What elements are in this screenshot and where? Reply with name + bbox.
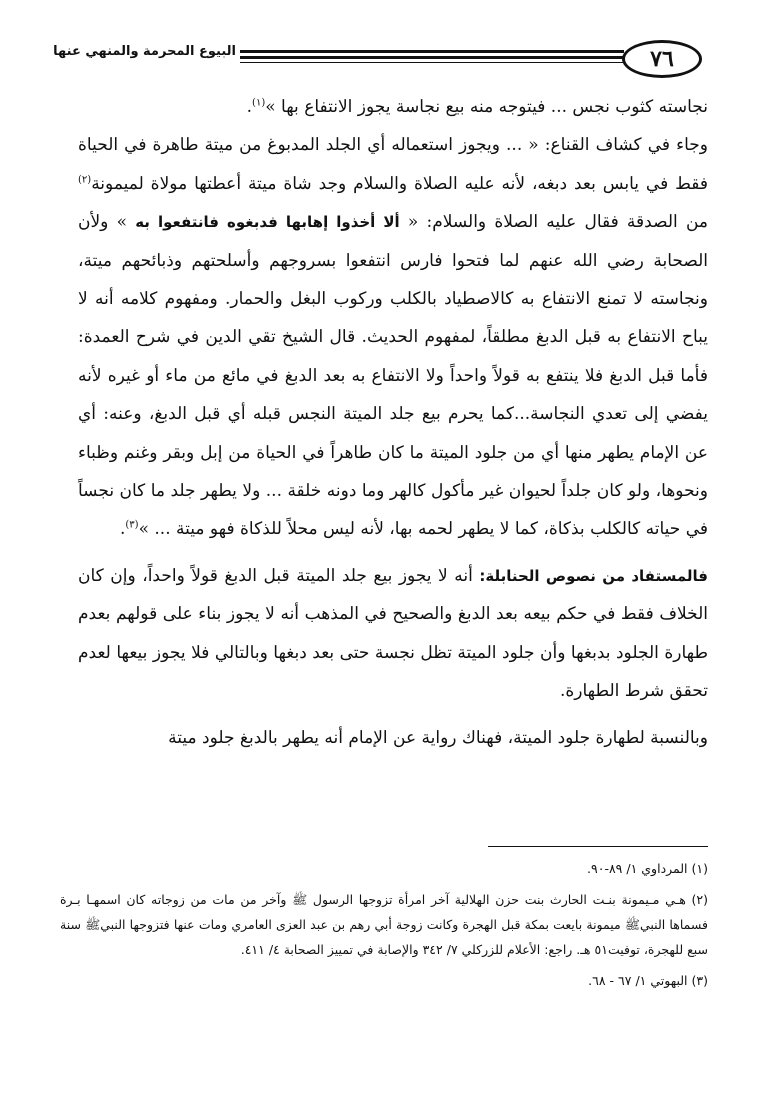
paragraph-2: وجاء في كشاف القناع: « ... ويجوز استعماله أي الجلد المدبوغ من ميتة طاهرة في الحياة فقط في يابس بعد دبغه، لأنه عليه الصلاة والسلام وجد شاة ميتة أعطتها مولاة لميمونة$^{(٢)}$ من الصدقة فقال عليه الصلاة والسلام: « ألا أخذوا إهابها فدبغوه فانتفعوا به » ولأن الصحابة رضي الله عنهم لما فتحوا فارس انتفعوا بسروجهم وأسلحتهم وذبائحهم ميتة، ونجاسته لا تمنع الانتفاع به كالاصطياد بالكلب وركوب البغل والحمار. ومفهوم كلامه أنه لا يباح الانتفاع به قبل الدبغ مطلقاً، لمفهوم الحديث. قال الشيخ تقي الدين في شرح العمدة: فأما قبل الدبغ فلا ينتفع به قولاً واحداً ولا الانتفاع به بعد الدبغ في مائع من ماء أو غيره لأنه يفضي إلى تعدي النجاسة...كما يحرم بيع جلد الميتة النجس قبله أي قبل الدبغ، وعنه: أي عن الإمام يطهر منها أي من جلود الميتة ما كان طاهراً في الحياة من إبل وبقر وغنم وظباء ونحوها، ولو كان جلداً لحيوان غير مأكول كالهر وما دونه خلقة ... ولا يطهر جلد ما كان نجساً في حياته كالكلب بذكاة، كما لا يطهر لحمه بها، لأنه ليس محلاً للذكاة فهو ميتة ... »$^{(٣)}$. xyxy=(78,135,708,540)
footnotes xyxy=(60,856,708,999)
header-rule xyxy=(240,50,624,64)
paragraph-lead: فالمستفاد من نصوص الحنابلة: xyxy=(479,566,708,585)
footnote-ref: (٢) xyxy=(78,174,92,186)
footnote-divider xyxy=(488,846,708,847)
footnote-2: (٢) هـي مـيمونة بنـت الحارث بنت حزن الهلالية آخر امرأة تزوجها الرسول ﷺ وآخر من مات من زوجاته كان اسمهـا بـرة فسماها النبيﷺ ميمونة بايعت بمكة قبل الهجرة وكانت زوجة أبي رهم بن عبد العزى العامري ومات عنها فتزوجها النبيﷺ سنة سبع للهجرة، توفيت٥١ هـ. راجع: الأعلام للزركلي ٧/ ٣٤٢ والإصابة في تمييز الصحابة ٤/ ٤١١. xyxy=(60,892,708,957)
footnote-3: (٣) البهوتي ١/ ٦٧ - ٦٨. xyxy=(588,973,708,988)
page-number-badge xyxy=(622,40,702,78)
main-text xyxy=(78,88,708,757)
footnote-ref: (١) xyxy=(252,97,266,109)
footnote-1: (١) المرداوي ١/ ٨٩-٩٠. xyxy=(587,861,708,876)
hadith-quote: ألا أخذوا إهابها فدبغوه فانتفعوا به xyxy=(135,213,400,232)
page-header xyxy=(0,0,757,80)
paragraph-1: نجاسته كثوب نجس ... فيتوجه منه بيع نجاسة يجوز الانتفاع بها »$^{(١)}$. xyxy=(246,97,708,117)
paragraph-3: فالمستفاد من نصوص الحنابلة: أنه لا يجوز بيع جلد الميتة قبل الدبغ قولاً واحداً، وإن كان الخلاف فقط في حكم بيعه بعد الدبغ والصحيح في المذهب أنه لا يجوز بناء على قولهم بعدم طهارة الجلود بدبغها وأن جلود الميتة تظل نجسة حتى بعد دبغها وبالتالي فلا يجوز بيعها لعدم تحقق شرط الطهارة. xyxy=(78,565,708,702)
page-number: ٧٦ xyxy=(650,46,674,72)
footnote-ref: (٣) xyxy=(125,519,139,531)
paragraph-4: وبالنسبة لطهارة جلود الميتة، فهناك رواية عن الإمام أنه يطهر بالدبغ جلود ميتة xyxy=(168,727,708,748)
running-title: البيوع المحرمة والمنهي عنها xyxy=(53,44,236,59)
